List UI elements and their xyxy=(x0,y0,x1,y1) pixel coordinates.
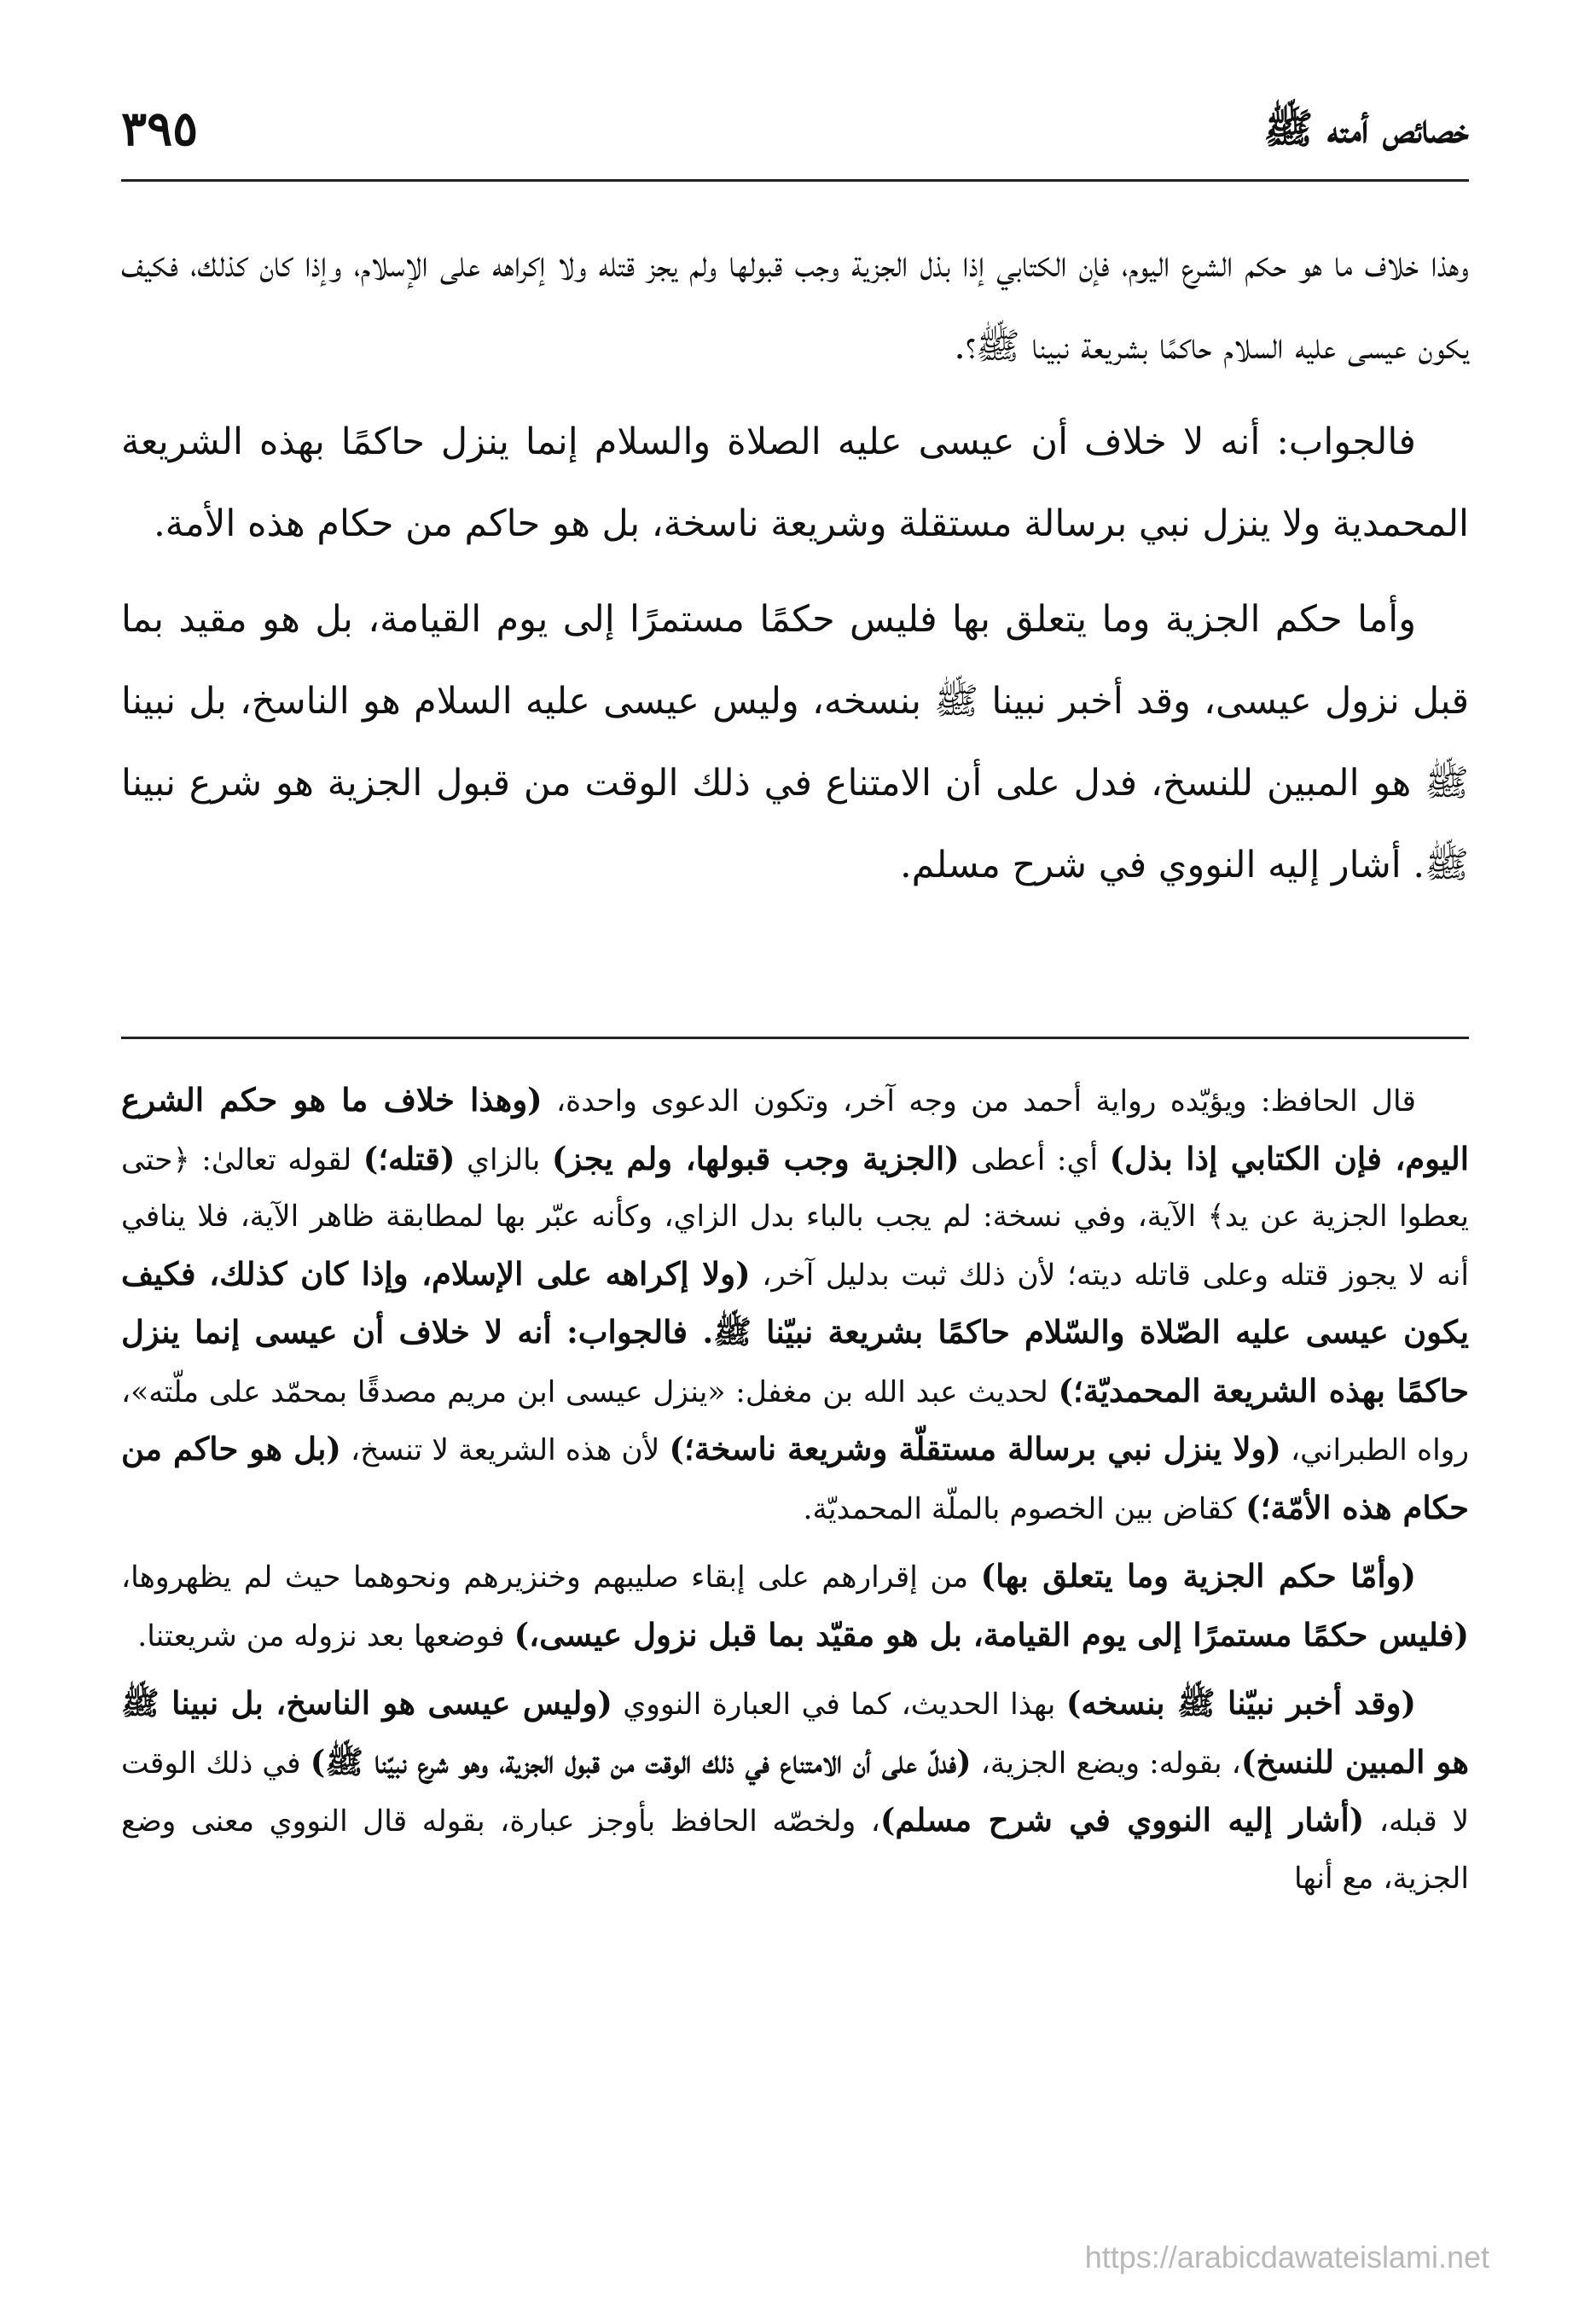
commentary-text: ، بقوله: ويضع الجزية، xyxy=(971,1746,1241,1781)
commentary-paragraph-2 xyxy=(121,1548,1469,1665)
quoted-matn: (ولا إكراهه على الإسلام، وإذا كان كذلك، فكيف يكون عيسى عليه الصّلاة والسّلام حاكمًا بشريعة نبيّنا ﷺ. فالجواب: أنه لا خلاف أن عيسى إنما ينزل حاكمًا بهذه الشريعة المحمديّة؛) xyxy=(121,1254,1469,1409)
header-divider xyxy=(121,179,1469,182)
commentary-text: بالزاي xyxy=(455,1142,552,1177)
commentary-text: بهذا الحديث، كما في العبارة النووي xyxy=(612,1688,1066,1722)
commentary-divider xyxy=(121,1037,1469,1039)
quoted-matn: (وهذا خلاف ما هو حكم الشرع اليوم، فإن الكتابي إذا بذل) xyxy=(121,1081,1470,1177)
commentary-text: أي: أعطى xyxy=(959,1142,1110,1177)
commentary-text: ، ولخصّه الحافظ بأوجز عبارة، بقوله قال النووي معنى وضع الجزية، مع أنها xyxy=(121,1804,1469,1896)
main-text xyxy=(121,224,1469,920)
commentary-text: لحديث عبد الله بن مغفل: «ينزل عيسى ابن مريم مصدقًا بمحمّد على ملّته»، رواه الطبراني، xyxy=(121,1374,1469,1467)
quoted-matn: (وقد أخبر نبيّنا ﷺ بنسخه) xyxy=(1065,1684,1417,1722)
quoted-matn: (ولا ينزل نبي برسالة مستقلّة وشريعة ناسخة؛) xyxy=(669,1430,1281,1467)
watermark-url: https://arabicdawateislami.net xyxy=(1084,2240,1489,2275)
running-title: خصائص أمته ﷺ xyxy=(1263,105,1469,153)
quoted-matn: (وليس عيسى هو الناسخ، بل نبينا ﷺ هو المبين للنسخ) xyxy=(121,1684,1469,1781)
quoted-matn: (الجزية وجب قبولها، ولم يجز) xyxy=(551,1139,960,1177)
quoted-matn: (فليس حكمًا مستمرًا إلى يوم القيامة، بل هو مقيّد بما قبل نزول عيسى،) xyxy=(514,1615,1469,1653)
commentary-paragraph-1 xyxy=(121,1072,1469,1537)
commentary-text: كقاض بين الخصوم بالملّة المحمديّة. xyxy=(803,1491,1246,1526)
commentary-text: في ذلك الوقت لا قبله، xyxy=(121,1746,1469,1839)
page-header xyxy=(121,101,1469,172)
commentary-paragraph-3 xyxy=(121,1675,1469,1907)
commentary-text: فوضعها بعد نزوله من شريعتنا. xyxy=(137,1618,514,1653)
main-paragraph-2: فالجواب: أنه لا خلاف أن عيسى عليه الصلاة والسلام إنما ينزل حاكمًا بهذه الشريعة المحمدية ولا ينزل نبي برسالة مستقلة وشريعة ناسخة، بل هو حاكم من حكام هذه الأمة. xyxy=(121,421,1469,545)
quoted-matn: (فدلّ على أن الامتناع في ذلك الوقت من قبول الجزية، وهو شرع نبيّنا ﷺ) xyxy=(310,1742,972,1781)
page-number: ٣٩٥ xyxy=(121,101,199,157)
quoted-matn: (قتله؛) xyxy=(363,1139,456,1177)
main-paragraph-3: وأما حكم الجزية وما يتعلق بها فليس حكمًا مستمرًا إلى يوم القيامة، بل هو مقيد بما قبل نزول عيسى، وقد أخبر نبينا ﷺ بنسخه، وليس عيسى عليه السلام هو الناسخ، بل نبينا ﷺ هو المبين للنسخ، فدل على أن الامتناع في ذلك الوقت من قبول الجزية هو شرع نبينا ﷺ. أشار إليه النووي في شرح مسلم. xyxy=(121,598,1469,886)
main-paragraph-1: وهذا خلاف ما هو حكم الشرع اليوم، فإن الكتابي إذا بذل الجزية وجب قبولها ولم يجز قتله ولا إكراهه على الإسلام، وإذا كان كذلك، فكيف يكون عيسى عليه السلام حاكمًا بشريعة نبينا ﷺ؟. xyxy=(121,243,1469,368)
quoted-matn: (أشار إليه النووي في شرح مسلم) xyxy=(879,1801,1365,1839)
commentary-text: لأن هذه الشريعة لا تنسخ، xyxy=(340,1433,670,1467)
quoted-matn: (وأمّا حكم الجزية وما يتعلق بها) xyxy=(980,1557,1416,1595)
commentary-text: لقوله تعالىٰ: ﴿حتى يعطوا الجزية عن يد﴾ الآية، وفي نسخة: لم يجب بالباء بدل الزاي، وكأنه عبّر بها لمطابقة ظاهر الآية، فلا ينافي أنه لا يجوز قتله وعلى قاتله ديته؛ لأن ذلك ثبت بدليل آخر، xyxy=(121,1142,1469,1293)
commentary-text: من إقرارهم على إبقاء صليبهم وخنزيرهم ونحوهما حيث لم يظهروها، xyxy=(121,1560,981,1595)
commentary xyxy=(121,1072,1469,1917)
commentary-text: قال الحافظ: ويؤيّده رواية أحمد من وجه آخر، وتكون الدعوى واحدة، xyxy=(542,1084,1416,1118)
quoted-matn: (بل هو حاكم من حكام هذه الأمّة؛) xyxy=(121,1430,1469,1526)
